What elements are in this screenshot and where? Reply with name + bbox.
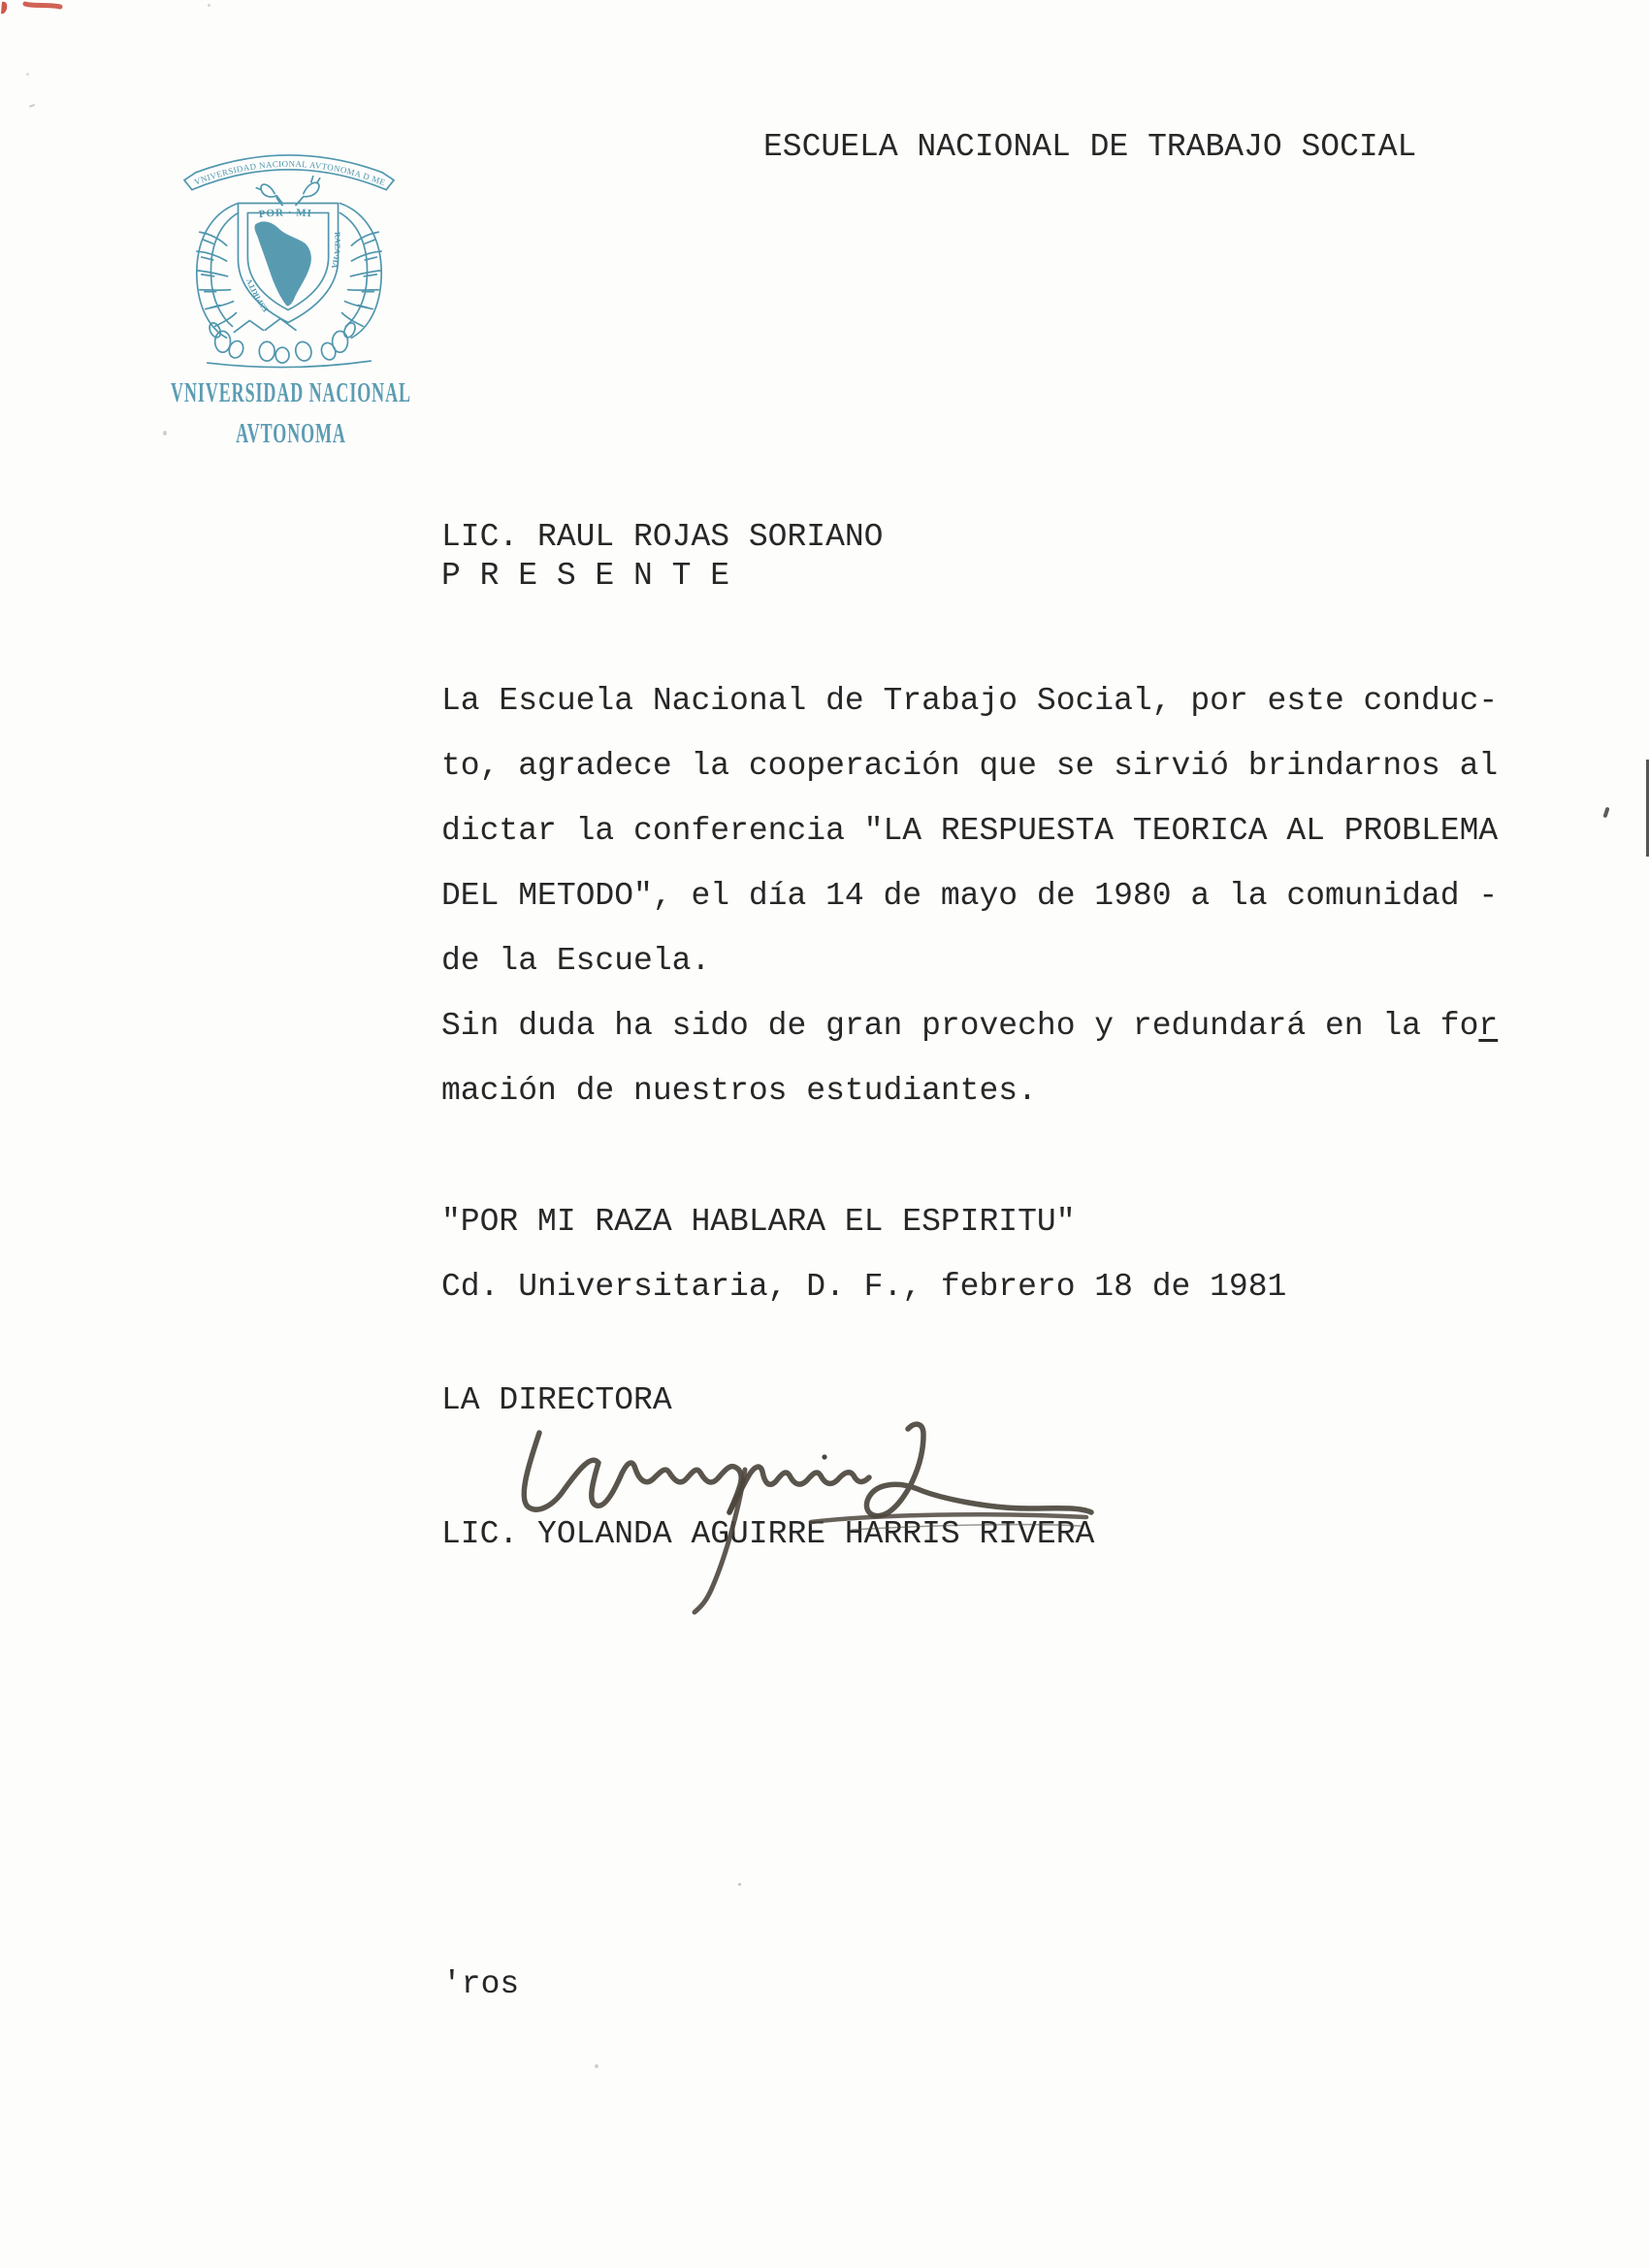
- body-line: dictar la conferencia "LA RESPUESTA TEORICA AL PROBLEMA: [441, 813, 1499, 849]
- handwritten-signature: [485, 1411, 1125, 1673]
- volcanoes: [234, 318, 295, 332]
- motto-line: "POR MI RAZA HABLARA EL ESPIRITU": [441, 1204, 1076, 1240]
- red-mark-stroke: [25, 4, 60, 7]
- signature-opening-strokes: [524, 1433, 741, 1512]
- left-wing: [197, 204, 239, 339]
- signature-strike-thin: [852, 1525, 1081, 1530]
- body-line: [441, 1009, 1498, 1044]
- typist-initials: 'ros: [442, 1966, 520, 2002]
- scan-speck: [208, 4, 210, 7]
- shield-text-top: POR · MI: [258, 207, 313, 221]
- recipient-name: LIC. RAUL ROJAS SORIANO: [441, 519, 884, 555]
- red-mark-blob: [1, 2, 7, 14]
- red-corner-marks: [0, 0, 87, 58]
- banner-arc-text: VNIVERSIDAD NACIONAL AVTONOMA D MEXICO: [175, 136, 387, 188]
- recipient-presente: P R E S E N T E: [441, 558, 730, 594]
- signature-strike-through: [811, 1514, 1086, 1522]
- stamp-wordmark-line2: AVTONOMA: [236, 418, 346, 449]
- scan-speck: [26, 73, 29, 76]
- stamp-wordmark: [152, 373, 429, 454]
- body-line6-hyphen-underline: r: [1478, 1008, 1499, 1044]
- scan-speck: [738, 1883, 741, 1886]
- body-line: to, agradece la cooperación que se sirvió brindarnos al: [441, 748, 1499, 784]
- cactus-plants: [208, 321, 372, 367]
- letterhead-title: ESCUELA NACIONAL DE TRABAJO SOCIAL: [763, 129, 1417, 165]
- scan-speck: [29, 104, 35, 108]
- scan-speck: [595, 2064, 598, 2068]
- body-line: de la Escuela.: [441, 943, 711, 979]
- shield-text-right: RAZA·HA: [329, 231, 342, 270]
- stamp-wordmark-line1: VNIVERSIDAD NACIONAL: [171, 377, 411, 408]
- right-wing: [340, 204, 382, 339]
- body-line6-main: Sin duda ha sido de gran provecho y redundará en la fo: [441, 1008, 1479, 1044]
- scan-speck: [1602, 807, 1609, 819]
- signature-i-dot: [822, 1454, 826, 1459]
- signature-final-loop: [866, 1424, 1091, 1515]
- unam-coat-of-arms: [175, 136, 400, 376]
- body-line: mación de nuestros estudiantes.: [441, 1073, 1037, 1109]
- signature-middle-strokes: [729, 1467, 869, 1512]
- shield-text-left: ESPIRITV: [244, 276, 271, 314]
- dateline: Cd. Universitaria, D. F., febrero 18 de 1981: [441, 1269, 1287, 1305]
- signer-title: LA DIRECTORA: [441, 1382, 672, 1418]
- body-line: DEL METODO", el día 14 de mayo de 1980 a la comunidad -: [441, 878, 1499, 914]
- signer-name: LIC. YOLANDA AGUIRRE HARRIS RIVERA: [441, 1516, 1095, 1552]
- body-line: La Escuela Nacional de Trabajo Social, por este conduc-: [441, 683, 1499, 719]
